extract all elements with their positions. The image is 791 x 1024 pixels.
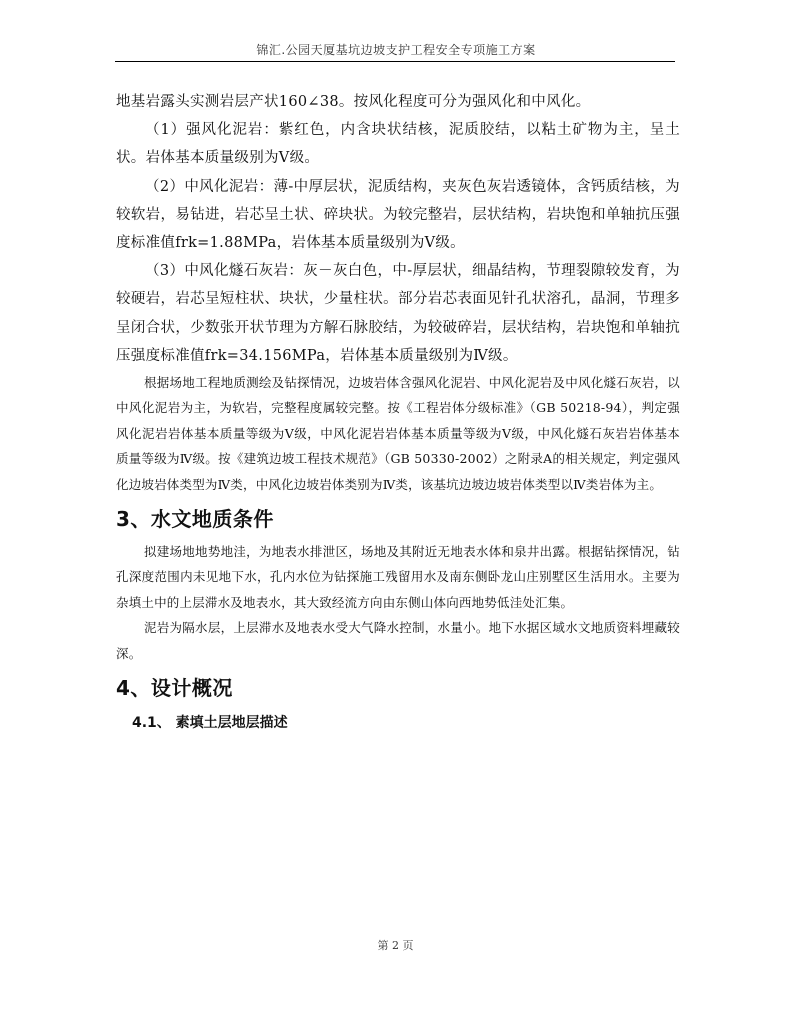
subsection-heading-4-1: 4.1、 素填土层地层描述 [132,715,288,732]
body-paragraph: 拟建场地地势地洼，为地表水排泄区，场地及其附近无地表水体和泉井出露。根据钻探情况，钻孔深度范围内未见地下水，孔内水位为钻探施工残留用水及南东侧卧龙山庄别墅区生活用水。主要为杂填土中的上层滞水及地表水，其大致经流方向由东侧山体向西地势低洼处汇集。 [116,544,680,610]
body-paragraph: （1）强风化泥岩：紫红色，内含块状结核，泥质胶结，以粘土矿物为主，呈土状。岩体基本质量级别为Ⅴ级。 [116,122,680,167]
page-body [116,88,680,738]
running-header: 锦汇.公园天厦基坑边坡支护工程安全专项施工方案 [256,43,536,57]
section-heading-4: 4、设计概况 [116,676,233,701]
summary-paragraph: 根据场地工程地质测绘及钻探情况，边坡岩体含强风化泥岩、中风化泥岩及中风化燧石灰岩，以中风化泥岩为主，为软岩，完整程度属较完整。按《工程岩体分级标准》（GB 50218-94），判定强风化泥岩岩体基本质量等级为Ⅴ级，中风化泥岩岩体基本质量等级为Ⅴ级，中风化燧石灰岩岩体基本质量等级为Ⅳ级。按《建筑边坡工程技术规范》（GB 50330-2002）之附录A的相关规定，判定强风化边坡岩体类型为Ⅳ类，中风化边坡岩体类别为Ⅳ类，该基坑边坡边坡岩体类型以Ⅳ类岩体为主。 [116,375,680,492]
body-paragraph: （3）中风化燧石灰岩：灰－灰白色，中-厚层状，细晶结构，节理裂隙较发育，为较硬岩，岩芯呈短柱状、块状，少量柱状。部分岩芯表面见针孔状溶孔，晶洞，节理多呈闭合状，少数张开状节理为方解石脉胶结，为较破碎岩，层状结构，岩块饱和单轴抗压强度标准值frk=34.156MPa，岩体基本质量级别为Ⅳ级。 [116,263,680,364]
body-paragraph: 泥岩为隔水层，上层滞水及地表水受大气降水控制，水量小。地下水据区域水文地质资料埋藏较深。 [116,620,680,661]
page-number: 第 2 页 [377,939,414,952]
body-paragraph: （2）中风化泥岩：薄-中厚层状，泥质结构，夹灰色灰岩透镜体，含钙质结核，为较软岩，易钻进，岩芯呈土状、碎块状。为较完整岩，层状结构，岩块饱和单轴抗压强度标准值frk=1.88MPa，岩体基本质量级别为Ⅴ级。 [116,178,680,252]
header-divider [115,61,675,62]
section-heading-3: 3、水文地质条件 [116,507,274,532]
body-paragraph: 地基岩露头实测岩层产状160∠38。按风化程度可分为强风化和中风化。 [116,94,591,110]
